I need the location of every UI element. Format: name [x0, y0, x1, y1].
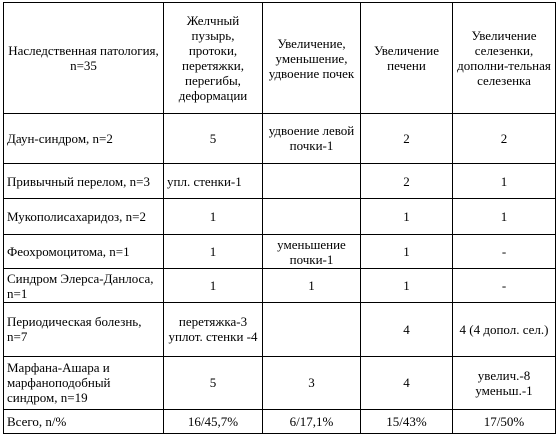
table-row	[4, 234, 556, 269]
spleen-cell: увелич.-8 уменьш.-1	[453, 356, 556, 409]
table-row	[4, 302, 556, 356]
gallbladder-cell: 5	[164, 114, 263, 164]
pathology-cell: Марфана-Ашара и марфаноподобный синдром, n=19	[4, 356, 164, 409]
gallbladder-cell: 1	[164, 234, 263, 269]
table-row	[4, 356, 556, 409]
kidneys-cell: уменьшение почки-1	[263, 234, 361, 269]
gallbladder-cell: перетяжка-3 уплот. стенки -4	[164, 302, 263, 356]
liver-cell: 1	[361, 269, 453, 303]
kidneys-cell	[263, 302, 361, 356]
liver-cell: 2	[361, 114, 453, 164]
kidneys-cell	[263, 199, 361, 235]
gallbladder-total: 16/45,7%	[164, 409, 263, 433]
totals-label: Всего, n/%	[4, 409, 164, 433]
table-row	[4, 199, 556, 235]
liver-cell: 2	[361, 163, 453, 199]
kidneys-cell: удвоение левой почки-1	[263, 114, 361, 164]
liver-cell: 1	[361, 234, 453, 269]
gallbladder-cell: упл. стенки-1	[164, 163, 263, 199]
header-kidneys: Увеличение, уменьшение, удвоение почек	[263, 3, 361, 114]
pathology-cell: Привычный перелом, n=3	[4, 163, 164, 199]
spleen-total: 17/50%	[453, 409, 556, 433]
pathology-cell: Синдром Элерса-Данлоса, n=1	[4, 269, 164, 303]
kidneys-cell	[263, 163, 361, 199]
pathology-cell: Периодическая болезнь, n=7	[4, 302, 164, 356]
pathology-cell: Феохромоцитома, n=1	[4, 234, 164, 269]
totals-row	[4, 409, 556, 433]
spleen-cell: 1	[453, 199, 556, 235]
liver-cell: 1	[361, 199, 453, 235]
gallbladder-cell: 5	[164, 356, 263, 409]
liver-cell: 4	[361, 356, 453, 409]
spleen-cell: 4 (4 допол. сел.)	[453, 302, 556, 356]
header-pathology: Наследственная патология, n=35	[4, 3, 164, 114]
header-liver: Увеличение печени	[361, 3, 453, 114]
spleen-cell: -	[453, 234, 556, 269]
gallbladder-cell: 1	[164, 199, 263, 235]
liver-total: 15/43%	[361, 409, 453, 433]
kidneys-total: 6/17,1%	[263, 409, 361, 433]
header-spleen: Увеличение селезенки, дополни-тельная селезенка	[453, 3, 556, 114]
kidneys-cell: 1	[263, 269, 361, 303]
table-row	[4, 114, 556, 164]
header-gallbladder: Желчный пузырь, протоки, перетяжки, перегибы, деформации	[164, 3, 263, 114]
gallbladder-cell: 1	[164, 269, 263, 303]
spleen-cell: 2	[453, 114, 556, 164]
pathology-cell: Даун-синдром, n=2	[4, 114, 164, 164]
spleen-cell: 1	[453, 163, 556, 199]
table-row	[4, 269, 556, 303]
table-row	[4, 163, 556, 199]
liver-cell: 4	[361, 302, 453, 356]
kidneys-cell: 3	[263, 356, 361, 409]
header-row	[4, 3, 556, 114]
pathology-cell: Мукополисахаридоз, n=2	[4, 199, 164, 235]
spleen-cell: -	[453, 269, 556, 303]
pathology-table	[3, 2, 556, 434]
